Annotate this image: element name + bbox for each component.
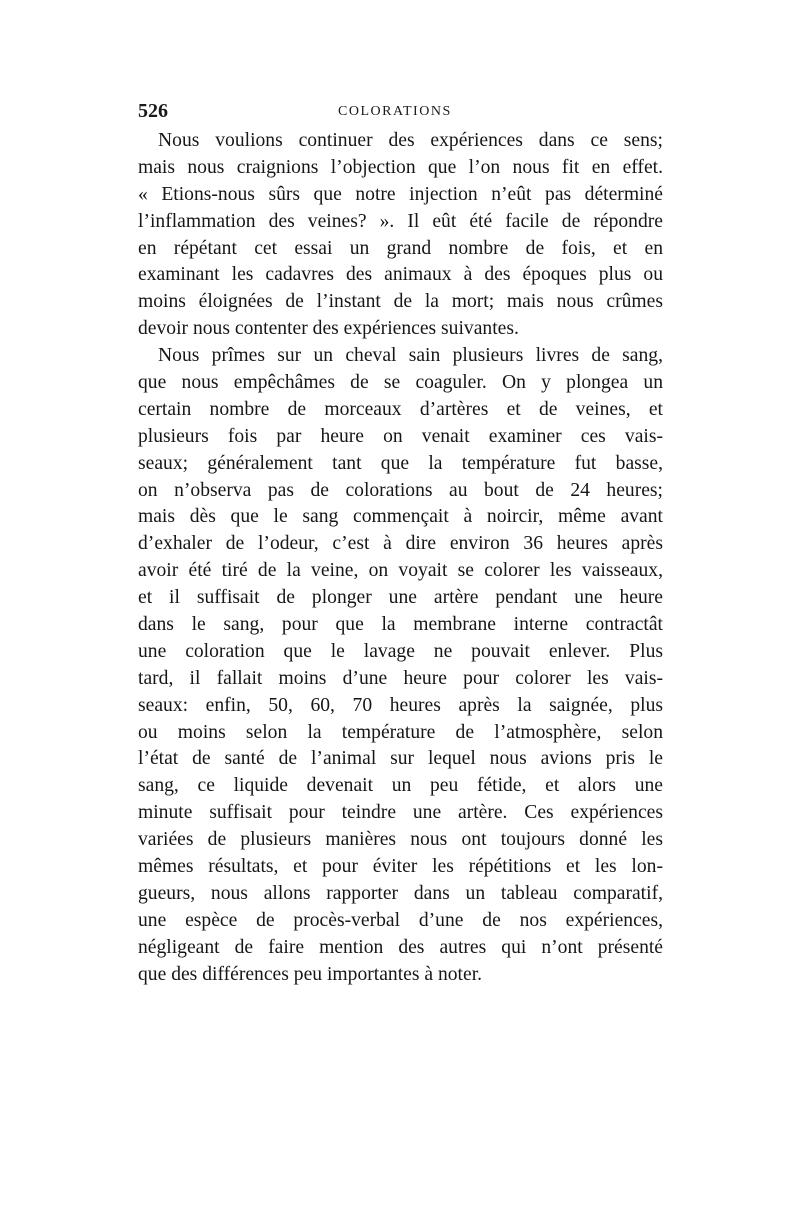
text-line: mais dès que le sang commençait à noircir, même avant bbox=[138, 506, 663, 528]
text-line: avoir été tiré de la veine, on voyait se colorer les vaisseaux, bbox=[138, 560, 663, 582]
running-title: COLORATIONS bbox=[338, 104, 452, 119]
text-line: mais nous craignions l’objection que l’on nous fit en effet. bbox=[138, 156, 663, 178]
text-line: en répétant cet essai un grand nombre de fois, et en bbox=[138, 237, 663, 259]
text-line: « Etions-nous sûrs que notre injection n’eût pas déterminé bbox=[138, 183, 663, 205]
text-line: que des différences peu importantes à noter. bbox=[138, 963, 483, 985]
body-text bbox=[138, 128, 663, 989]
text-line: plusieurs fois par heure on venait examiner ces vais- bbox=[138, 425, 663, 447]
text-line: seaux: enfin, 50, 60, 70 heures après la saignée, plus bbox=[138, 694, 663, 716]
text-line: sang, ce liquide devenait un peu fétide, et alors une bbox=[138, 775, 663, 797]
text-line: devoir nous contenter des expériences suivantes. bbox=[138, 318, 519, 340]
text-line: dans le sang, pour que la membrane interne contractât bbox=[138, 614, 663, 636]
text-line: et il suffisait de plonger une artère pendant une heure bbox=[138, 587, 663, 609]
text-line: variées de plusieurs manières nous ont toujours donné les bbox=[138, 829, 663, 851]
text-line: tard, il fallait moins d’une heure pour colorer les vais- bbox=[138, 667, 663, 689]
text-line: Nous prîmes sur un cheval sain plusieurs livres de sang, bbox=[158, 345, 663, 367]
text-line: examinant les cadavres des animaux à des époques plus ou bbox=[138, 264, 663, 286]
text-line: une espèce de procès-verbal d’une de nos expériences, bbox=[138, 909, 663, 931]
text-line: l’état de santé de l’animal sur lequel nous avions pris le bbox=[138, 748, 663, 770]
text-line: seaux; généralement tant que la température fut basse, bbox=[138, 452, 663, 474]
text-line: gueurs, nous allons rapporter dans un tableau comparatif, bbox=[138, 882, 663, 904]
page-header bbox=[138, 100, 658, 124]
text-line: certain nombre de morceaux d’artères et de veines, et bbox=[138, 398, 663, 420]
paragraph-2 bbox=[138, 343, 663, 988]
paragraph-1 bbox=[138, 128, 663, 343]
text-line: moins éloignées de l’instant de la mort; mais nous crûmes bbox=[138, 291, 663, 313]
text-line: que nous empêchâmes de se coaguler. On y plongea un bbox=[138, 372, 663, 394]
text-line: l’inflammation des veines? ». Il eût été facile de répondre bbox=[138, 210, 663, 232]
text-line: minute suffisait pour teindre une artère. Ces expériences bbox=[138, 802, 663, 824]
text-line: négligeant de faire mention des autres qui n’ont présenté bbox=[138, 936, 663, 958]
text-line: mêmes résultats, et pour éviter les répétitions et les lon- bbox=[138, 856, 663, 878]
text-line: d’exhaler de l’odeur, c’est à dire environ 36 heures après bbox=[138, 533, 663, 555]
text-line: ou moins selon la température de l’atmosphère, selon bbox=[138, 721, 663, 743]
page-number: 526 bbox=[138, 100, 168, 122]
text-line: on n’observa pas de colorations au bout de 24 heures; bbox=[138, 479, 663, 501]
text-line: une coloration que le lavage ne pouvait enlever. Plus bbox=[138, 640, 663, 662]
text-line: Nous voulions continuer des expériences dans ce sens; bbox=[158, 130, 663, 151]
